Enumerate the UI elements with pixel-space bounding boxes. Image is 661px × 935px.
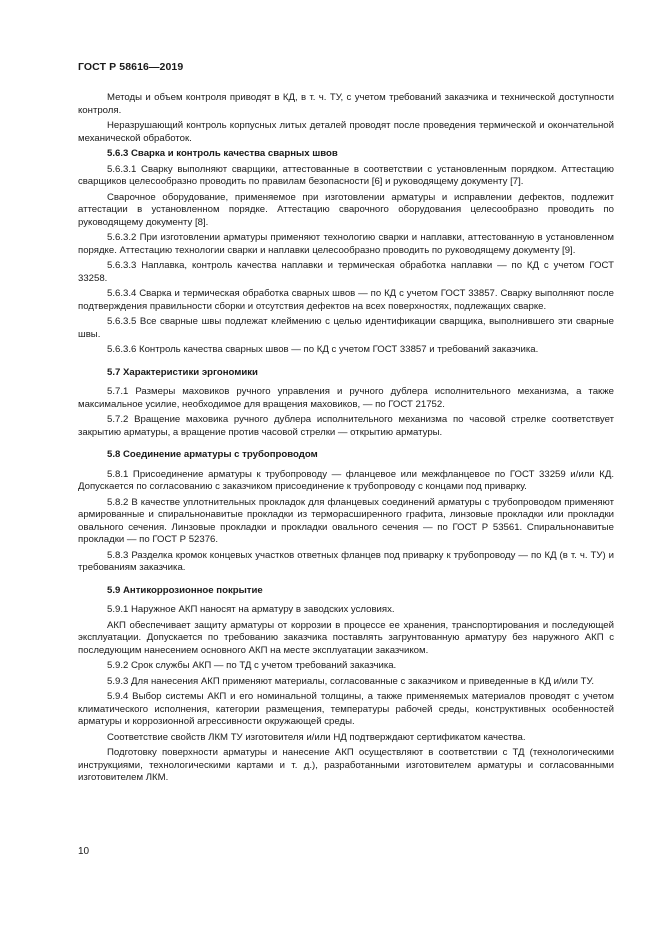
- section-heading: 5.9 Антикоррозионное покрытие: [107, 584, 263, 596]
- paragraph: Соответствие свойств ЛКМ ТУ изготовителя и/или НД подтверждают сертификатом качества.: [107, 731, 526, 743]
- paragraph: 5.9.3 Для нанесения АКП применяют материалы, согласованные с заказчиком и приведенные в КД и/или ТУ.: [107, 675, 594, 687]
- paragraph: 5.9.2 Срок службы АКП — по ТД с учетом требований заказчика.: [107, 660, 397, 671]
- paragraph: 5.8.2 В качестве уплотнительных прокладок для фланцевых соединений арматуры с трубопроводом применяют армированные и спиральнонавитые прокладки из терморасширенного графита, линзовые прокладки или прокладки овального сечения. Линзовые прокладки и прокладки овального сечения — по ГОСТ Р 53561. Спиральнонавитые прокладки — по ГОСТ Р 52376.: [78, 496, 614, 545]
- paragraph: 5.6.3.3 Наплавка, контроль качества наплавки и термическая обработка наплавки — по КД с учетом ГОСТ 33258.: [78, 260, 614, 284]
- paragraph: Сварочное оборудование, применяемое при изготовлении арматуры и исправлении дефектов, подлежит аттестации в установленном порядке. Аттестацию сварочного оборудования целесообразно проводить по руководящему документу [8].: [78, 191, 614, 228]
- page-number: 10: [78, 846, 90, 857]
- section-heading: 5.8 Соединение арматуры с трубопроводом: [107, 449, 318, 460]
- paragraph: 5.6.3.2 При изготовлении арматуры применяют технологию сварки и наплавки, аттестованную в установленном порядке. Аттестацию технологии сварки и наплавки целесообразно проводить по руководящему документу [9].: [78, 232, 614, 256]
- paragraph: Неразрушающий контроль корпусных литых деталей проводят после проведения термической и окончательной механической обработок.: [78, 120, 614, 144]
- paragraph: Подготовку поверхности арматуры и нанесение АКП осуществляют в соответствии с ТД (технологическими инструкциями, технологическими картами и т. д.), разработанными изготовителем арматуры и согласованными изготовителем ЛКМ.: [78, 747, 614, 783]
- paragraph: АКП обеспечивает защиту арматуры от коррозии в процессе ее хранения, транспортирования и последующей эксплуатации. Допускается по требованию заказчика поставлять загрунтованную арматуру без наружного АКП с последующим нанесением основного АКП на месте эксплуатации заказчиком.: [78, 619, 614, 656]
- section-heading: 5.7 Характеристики эргономики: [107, 366, 258, 378]
- paragraph: 5.6.3.5 Все сварные швы подлежат клеймению с целью идентификации сварщика, выполнившего эти сварные швы.: [78, 316, 614, 340]
- paragraph: 5.6.3.1 Сварку выполняют сварщики, аттестованные в соответствии с установленным порядком. Аттестацию сварщиков целесообразно проводить по правилам безопасности [6] и руководящему документу [7].: [78, 163, 614, 187]
- paragraph: 5.9.4 Выбор системы АКП и его номинальной толщины, а также применяемых материалов проводят с учетом климатического исполнения, категории размещения, температуры рабочей среды, конструктивных особенностей арматуры и коррозионной агрессивности окружающей среды.: [78, 691, 614, 727]
- subsection-heading: 5.6.3 Сварка и контроль качества сварных швов: [107, 148, 338, 159]
- paragraph: Методы и объем контроля приводят в КД, в т. ч. ТУ, с учетом требований заказчика и технической доступности контроля.: [78, 92, 614, 116]
- paragraph: 5.7.1 Размеры маховиков ручного управления и ручного дублера исполнительного механизма, а также максимальное усилие, необходимое для вращения маховиков, — по ГОСТ 21752.: [78, 386, 614, 410]
- paragraph: 5.9.1 Наружное АКП наносят на арматуру в заводских условиях.: [107, 604, 395, 615]
- paragraph: 5.6.3.4 Сварка и термическая обработка сварных швов — по КД с учетом ГОСТ 33857. Сварку выполняют после подтверждения правильности сборки и отсутствия дефектов на всех поверхностях, подлежащих сварке.: [78, 288, 614, 312]
- paragraph: 5.8.1 Присоединение арматуры к трубопроводу — фланцевое или межфланцевое по ГОСТ 33259 и/или КД. Допускается по согласованию с заказчиком присоединение к трубопроводу с концами под приварку.: [78, 468, 614, 492]
- document-header: ГОСТ Р 58616—2019: [78, 61, 184, 73]
- paragraph: 5.8.3 Разделка кромок концевых участков ответных фланцев под приварку к трубопроводу — по КД (в т. ч. ТУ) и требованиям заказчика.: [78, 549, 614, 573]
- paragraph: 5.6.3.6 Контроль качества сварных швов — по КД с учетом ГОСТ 33857 и требований заказчика.: [107, 344, 539, 355]
- paragraph: 5.7.2 Вращение маховика ручного дублера исполнительного механизма по часовой стрелке соответствует закрытию арматуры, а вращение против часовой стрелки — открытию арматуры.: [78, 414, 614, 438]
- document-body: [78, 92, 614, 788]
